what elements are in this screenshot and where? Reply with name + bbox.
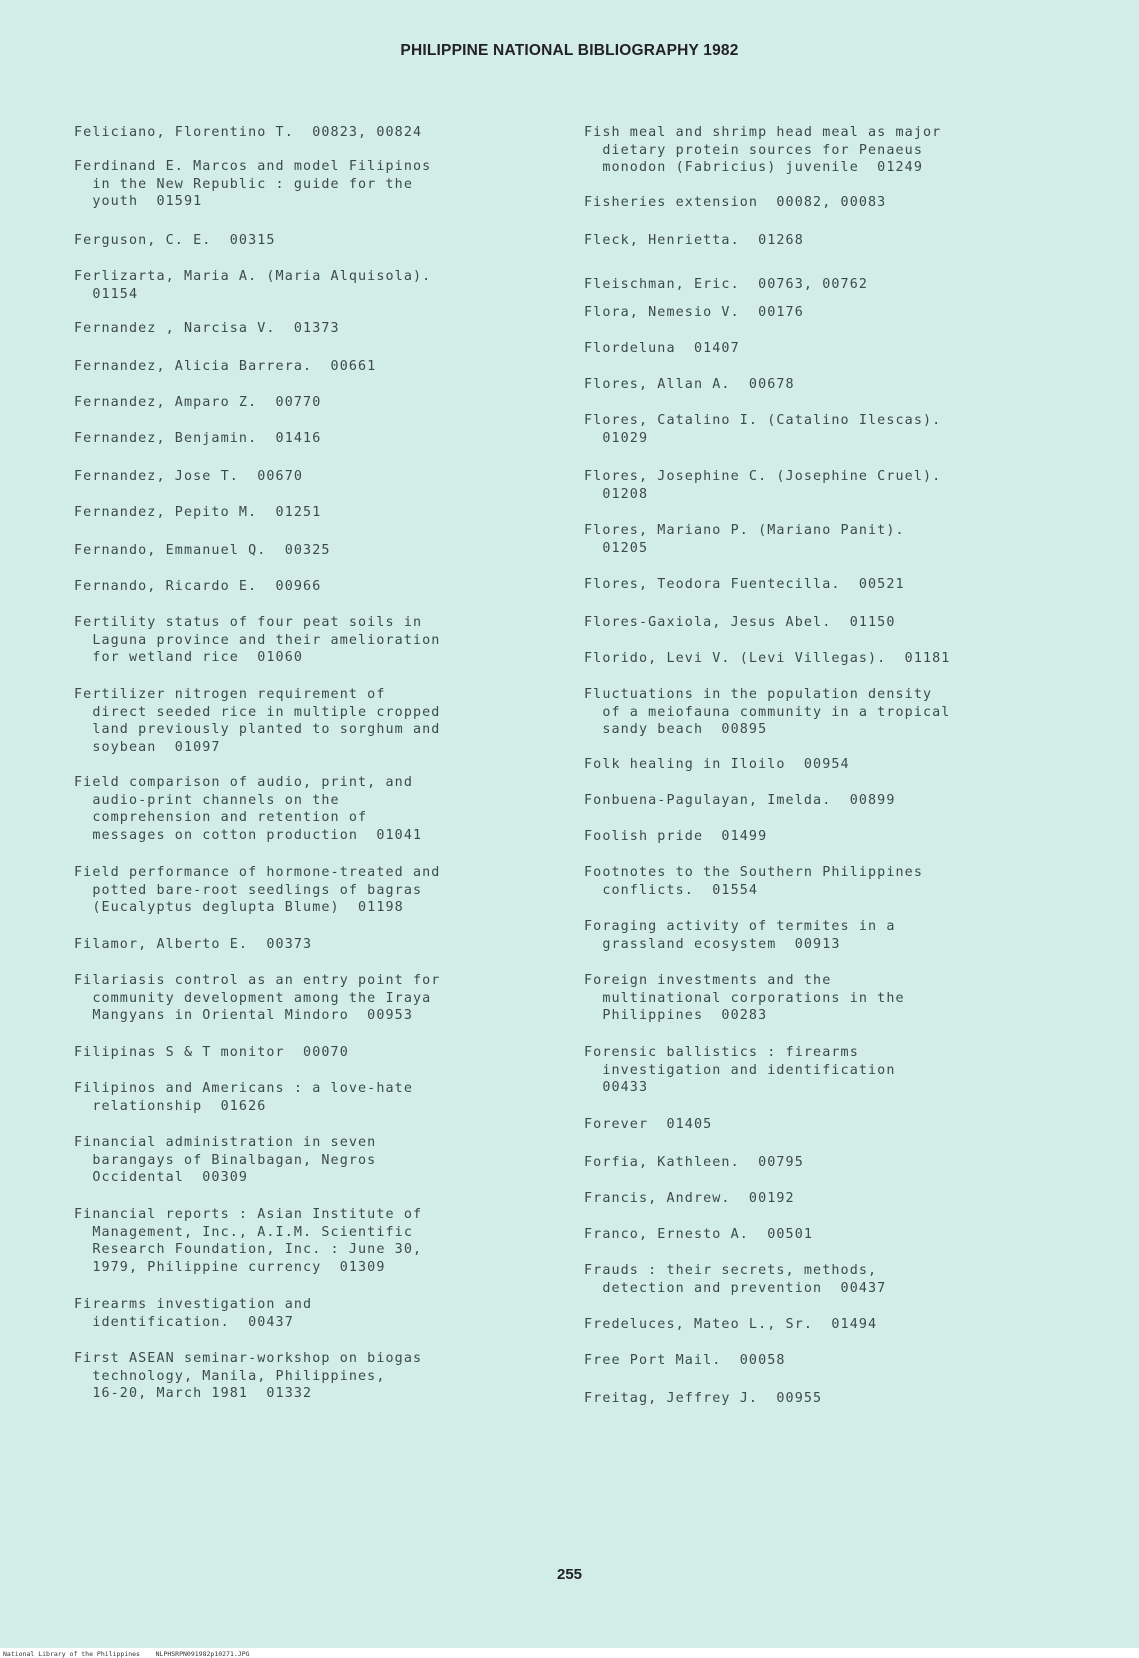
bibliography-entry: Franco, Ernesto A. 00501: [584, 1227, 814, 1242]
bibliography-entry: Fernandez, Jose T. 00670: [74, 469, 304, 484]
bibliography-entry: Forever 01405: [584, 1117, 713, 1132]
bibliography-entry: Fleischman, Eric. 00763, 00762: [584, 277, 869, 292]
bibliography-entry: Flores, Allan A. 00678: [584, 377, 795, 392]
bibliography-entry: Fish meal and shrimp head meal as major dietary protein sources for Penaeus monodon (Fabricius) juvenile 01249: [584, 125, 942, 175]
bibliography-entry: Fonbuena-Pagulayan, Imelda. 00899: [584, 793, 896, 808]
bibliography-entry: Footnotes to the Southern Philippines conflicts. 01554: [584, 865, 923, 898]
bibliography-entry: Francis, Andrew. 00192: [584, 1191, 795, 1206]
bibliography-entry: Filariasis control as an entry point for community development among the Iraya Mangyans in Oriental Mindoro 00953: [74, 973, 441, 1023]
bibliography-entry: Fertility status of four peat soils in Laguna province and their amelioration for wetland rice 01060: [74, 615, 441, 665]
bibliography-entry: Free Port Mail. 00058: [584, 1353, 786, 1368]
bibliography-entry: Flordeluna 01407: [584, 341, 740, 356]
bibliography-entry: Fernandez, Amparo Z. 00770: [74, 395, 322, 410]
bibliography-entry: Fertilizer nitrogen requirement of direct seeded rice in multiple cropped land previously planted to sorghum and soybean 01097: [74, 687, 441, 755]
bibliography-entry: Filipinas S & T monitor 00070: [74, 1045, 349, 1060]
bibliography-entry: Ferdinand E. Marcos and model Filipinos in the New Republic : guide for the youth 01591: [74, 159, 432, 209]
bibliography-entry: Fernandez , Narcisa V. 01373: [74, 321, 340, 336]
bibliography-entry: Flores, Teodora Fuentecilla. 00521: [584, 577, 905, 592]
bibliography-entry: Frauds : their secrets, methods, detection and prevention 00437: [584, 1263, 887, 1296]
bibliography-entry: Financial administration in seven barangays of Binalbagan, Negros Occidental 00309: [74, 1135, 377, 1185]
bibliography-entry: Forensic ballistics : firearms investigation and identification 00433: [584, 1045, 896, 1095]
bibliography-entry: Fredeluces, Mateo L., Sr. 01494: [584, 1317, 878, 1332]
page-number: 255: [556, 1566, 583, 1583]
bibliography-entry: Financial reports : Asian Institute of Management, Inc., A.I.M. Scientific Research Foundation, Inc. : June 30, 1979, Philippine currency 01309: [74, 1207, 423, 1275]
bibliography-entry: Flores, Catalino I. (Catalino Ilescas). 01029: [584, 413, 942, 446]
bibliography-entry: Folk healing in Iloilo 00954: [584, 757, 850, 772]
bibliography-entry: Flores, Mariano P. (Mariano Panit). 01205: [584, 523, 905, 556]
bibliography-entry: Fernandez, Benjamin. 01416: [74, 431, 322, 446]
bibliography-entry: Fleck, Henrietta. 01268: [584, 233, 804, 248]
bibliography-entry: Ferguson, C. E. 00315: [74, 233, 276, 248]
bibliography-entry: Fernando, Emmanuel Q. 00325: [74, 543, 331, 558]
bibliography-entry: Flores, Josephine C. (Josephine Cruel). 01208: [584, 469, 942, 502]
bibliography-entry: Filamor, Alberto E. 00373: [74, 937, 313, 952]
bibliography-entry: Field performance of hormone-treated and potted bare-root seedlings of bagras (Eucalyptus deglupta Blume) 01198: [74, 865, 441, 915]
bibliography-entry: Fluctuations in the population density of a meiofauna community in a tropical sandy beach 00895: [584, 687, 951, 737]
bibliography-entry: Forfia, Kathleen. 00795: [584, 1155, 804, 1170]
bibliography-entry: Field comparison of audio, print, and audio-print channels on the comprehension and retention of messages on cotton production 01041: [74, 775, 423, 843]
bibliography-entry: Freitag, Jeffrey J. 00955: [584, 1391, 823, 1406]
page-title: PHILIPPINE NATIONAL BIBLIOGRAPHY 1982: [400, 42, 739, 59]
bibliography-entry: Flores-Gaxiola, Jesus Abel. 01150: [584, 615, 896, 630]
bibliography-entry: Fisheries extension 00082, 00083: [584, 195, 887, 210]
bibliography-entry: Feliciano, Florentino T. 00823, 00824: [74, 125, 423, 140]
bibliography-entry: Foraging activity of termites in a grassland ecosystem 00913: [584, 919, 896, 952]
bibliography-entry: Foreign investments and the multinational corporations in the Philippines 00283: [584, 973, 905, 1023]
bibliography-entry: Fernandez, Pepito M. 01251: [74, 505, 322, 520]
bibliography-entry: First ASEAN seminar-workshop on biogas technology, Manila, Philippines, 16-20, March 1981 01332: [74, 1351, 423, 1401]
bibliography-entry: Fernando, Ricardo E. 00966: [74, 579, 322, 594]
bibliography-entry: Fernandez, Alicia Barrera. 00661: [74, 359, 377, 374]
bibliography-entry: Firearms investigation and identification. 00437: [74, 1297, 313, 1330]
bibliography-entry: Ferlizarta, Maria A. (Maria Alquisola). 01154: [74, 269, 432, 302]
bibliography-entry: Florido, Levi V. (Levi Villegas). 01181: [584, 651, 951, 666]
scan-footer: National Library of the Philippines NLPHSRPN091982p10271.JPG: [3, 1650, 250, 1658]
bibliography-entry: Foolish pride 01499: [584, 829, 768, 844]
bibliography-entry: Filipinos and Americans : a love-hate relationship 01626: [74, 1081, 413, 1114]
bibliography-entry: Flora, Nemesio V. 00176: [584, 305, 804, 320]
